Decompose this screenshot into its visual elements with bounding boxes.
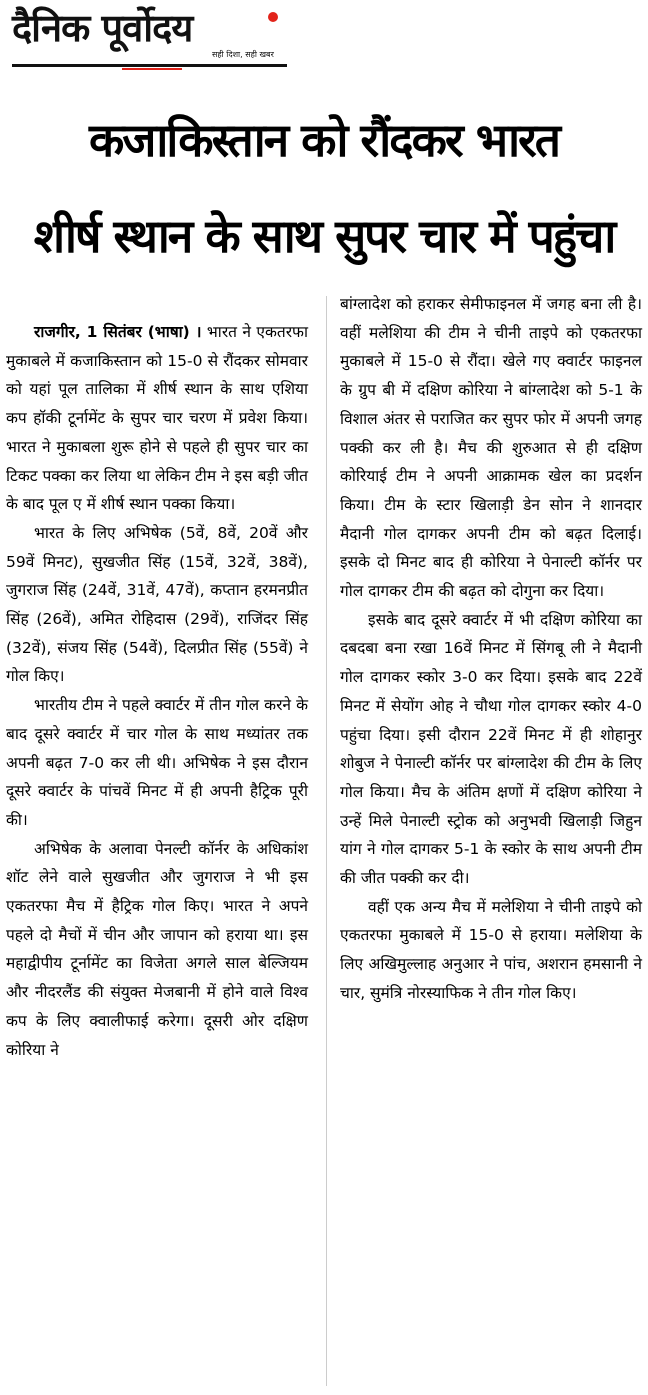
dateline: राजगीर, 1 सितंबर (भाषा) । <box>34 323 202 341</box>
article-paragraph <box>6 318 308 519</box>
masthead <box>12 6 287 72</box>
article-column-left <box>6 318 308 1064</box>
paragraph-text: भारत ने एकतरफा मुकाबले में कजाकिस्तान को 15-0 से रौंदकर सोमवार को यहां पूल तालिका में शीर्ष स्थान के साथ एशिया कप हॉकी टूर्नामेंट के सुपर चार चरण में प्रवेश किया। भारत ने मुकाबला शुरू होने से पहले ही सुपर चार का टिकट पक्का कर लिया था लेकिन टीम ने इस बड़ी जीत के बाद पूल ए में शीर्ष स्थान पक्का किया। <box>6 323 308 514</box>
masthead-red-bar <box>122 68 182 70</box>
article-paragraph: बांग्लादेश को हराकर सेमीफाइनल में जगह बना ली है। वहीं मलेशिया की टीम ने चीनी ताइपे को एकतरफा मुकाबले में 15-0 से रौंदा। खेले गए क्वार्टर फाइनल के ग्रुप बी में दक्षिण कोरिया ने बांग्लादेश को 5-1 के विशाल अंतर से पराजित कर सुपर फोर में अपनी जगह पक्की कर ली है। मैच की शुरुआत से ही दक्षिण कोरियाई टीम ने अपनी आक्रामक खेल का प्रदर्शन किया। टीम के स्टार खिलाड़ी डेन सोन ने शानदार मैदानी गोल दागकर अपनी टीम को बढ़त दिलाई। इसके दो मिनट बाद ही कोरिया ने पेनाल्टी कॉर्नर पर गोल दागकर टीम की बढ़त को दोगुना कर दिया। <box>340 295 642 601</box>
article-paragraph: अभिषेक के अलावा पेनल्टी कॉर्नर के अधिकांश शॉट लेने वाले सुखजीत और जुगराज ने भी इस एकतरफा मैच में हैट्रिक गोल किए। भारत ने अपने पहले दो मैचों में चीन और जापान को हराया था। इस महाद्वीपीय टूर्नामेंट का विजेता अगले साल बेल्जियम और नीदरलैंड की संयुक्त मेजबानी में होने वाले विश्व कप के लिए क्वालीफाई करेगा। दूसरी ओर दक्षिण कोरिया ने <box>6 839 308 1059</box>
newspaper-tagline: सही दिशा, सही खबर <box>212 50 274 59</box>
newspaper-logo: दैनिक पूर्वोदय <box>12 6 193 50</box>
headline-line-2: शीर्ष स्थान के साथ सुपर चार में पहुंचा <box>33 209 615 263</box>
logo-dot-icon <box>268 12 278 22</box>
article-column-right <box>340 290 642 1008</box>
article-paragraph: वहीं एक अन्य मैच में मलेशिया ने चीनी ताइपे को एकतरफा मुकाबले में 15-0 से हराया। मलेशिया के लिए अखिमुल्लाह अनुआर ने पांच, अशरान हमसानी ने चार, सुमंत्रि नोरस्याफिक ने तीन गोल किए। <box>340 897 642 1002</box>
article-paragraph: इसके बाद दूसरे क्वार्टर में भी दक्षिण कोरिया का दबदबा बना रखा 16वें मिनट में सिंगबू ली ने मैदानी गोल दागकर स्कोर 3-0 कर दिया। इसके बाद 22वें मिनट में सेयोंग ओह ने चौथा गोल दागकर स्कोर 4-0 पहुंचा दिया। इसी दौरान 22वें मिनट में ही शोहानुर शोबुज ने पेनाल्टी कॉर्नर पर बांग्लादेश की टीम के लिए गोल किया। मैच के अंतिम क्षणों में दक्षिण कोरिया ने उन्हें मिले पेनाल्टी स्ट्रोक को अनुभवी खिलाड़ी जिहुन यांग ने गोल दागकर 5-1 के स्कोर के साथ अपनी टीम की जीत पक्की कर दी। <box>340 610 642 888</box>
article-headline <box>0 92 648 284</box>
masthead-rule <box>12 64 287 67</box>
article-paragraph: भारतीय टीम ने पहले क्वार्टर में तीन गोल करने के बाद दूसरे क्वार्टर में चार गोल के साथ मध्यांतर तक अपनी बढ़त 7-0 कर ली थी। अभिषेक ने इस दौरान दूसरे क्वार्टर के पांचवें मिनट में ही अपनी हैट्रिक पूरी की। <box>6 696 308 829</box>
column-divider <box>326 296 327 1386</box>
headline-line-1: कजाकिस्तान को रौंदकर भारत <box>88 113 560 167</box>
article-paragraph: भारत के लिए अभिषेक (5वें, 8वें, 20वें और 59वें मिनट), सुखजीत सिंह (15वें, 32वें, 38वें), जुगराज सिंह (24वें, 31वें, 47वें), कप्तान हरमनप्रीत सिंह (26वें), अमित रोहिदास (29वें), राजिंदर सिंह (32वें), संजय सिंह (54वें), दिलप्रीत सिंह (55वें) ने गोल किए। <box>6 523 308 686</box>
